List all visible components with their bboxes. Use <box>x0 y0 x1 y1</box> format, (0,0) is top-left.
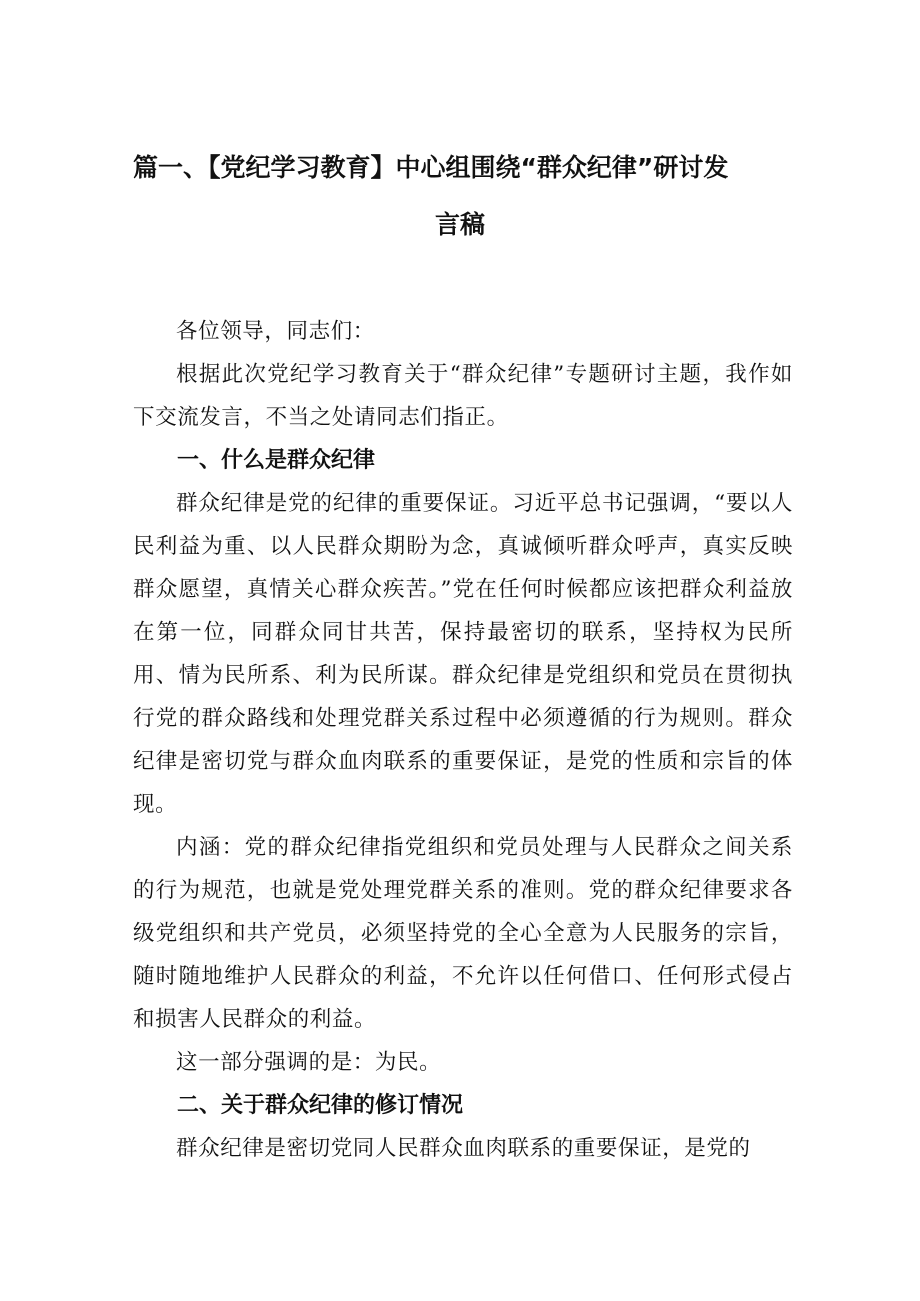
document-body <box>133 310 793 1170</box>
section-2-heading: 二、关于群众纪律的修订情况 <box>177 1093 464 1118</box>
salutation: 各位领导，同志们： <box>176 319 375 344</box>
document-title-line-1: 篇一、【党纪学习教育】中心组围绕“群众纪律”研讨发 <box>133 153 729 182</box>
section-1-paragraph-1: 群众纪律是党的纪律的重要保证。习近平总书记强调，“要以人民利益为重、以人民群众期盼为念，真诚倾听群众呼声，真实反映群众愿望，真情关心群众疾苦。”党在任何时候都应该把群众利益放在第一位，同群众同甘共苦，保持最密切的联系，坚持权为民所用、情为民所系、利为民所谋。群众纪律是党组织和党员在贯彻执行党的群众路线和处理党群关系过程中必须遵循的行为规则。群众纪律是密切党与群众血肉联系的重要保证，是党的性质和宗旨的体现。 <box>133 491 793 817</box>
section-1-paragraph-3: 这一部分强调的是：为民。 <box>176 1050 442 1075</box>
section-2-paragraph-1: 群众纪律是密切党同人民群众血肉联系的重要保证，是党的 <box>176 1136 751 1161</box>
section-1-paragraph-2: 内涵：党的群众纪律指党组织和党员处理与人民群众之间关系的行为规范，也就是党处理党群关系的准则。党的群众纪律要求各级党组织和共产党员，必须坚持党的全心全意为人民服务的宗旨，随时随地维护人民群众的利益，不允许以任何借口、任何形式侵占和损害人民群众的利益。 <box>133 835 793 1032</box>
section-1-heading: 一、什么是群众纪律 <box>177 448 376 473</box>
intro-paragraph: 根据此次党纪学习教育关于“群众纪律”专题研讨主题，我作如下交流发言，不当之处请同志们指正。 <box>133 362 793 430</box>
document-title-line-2: 言稿 <box>434 210 485 239</box>
